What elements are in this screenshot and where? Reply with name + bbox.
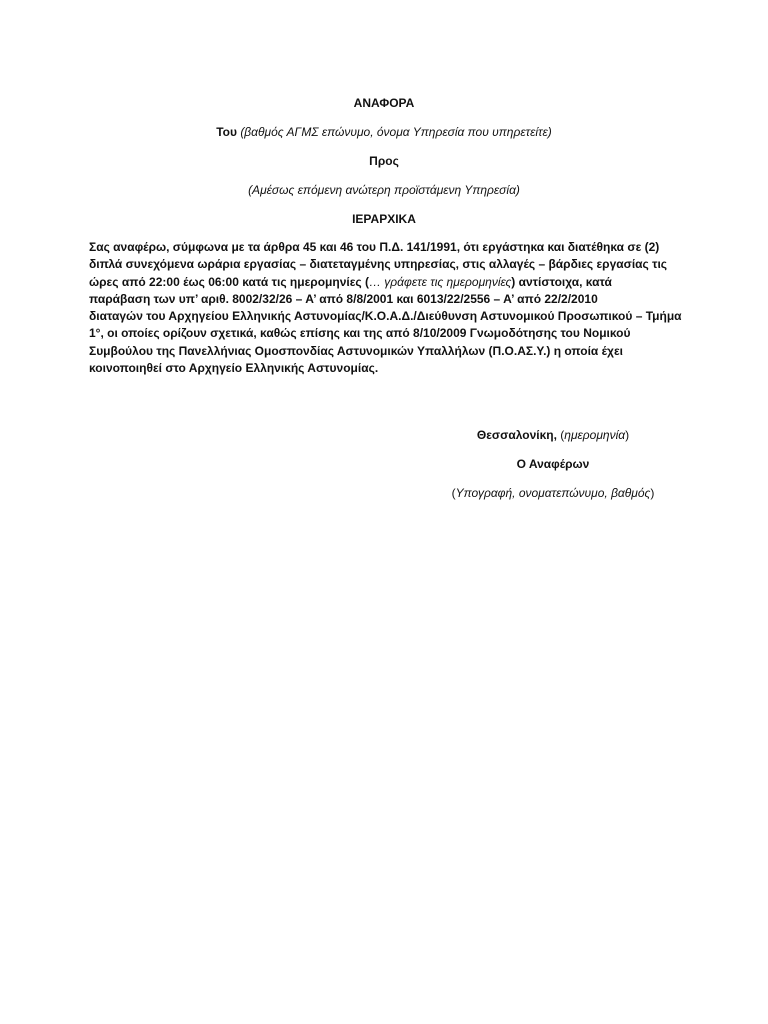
- from-label: Του: [216, 125, 237, 139]
- from-line: [0, 124, 768, 140]
- reporter-role: Ο Αναφέρων: [516, 457, 590, 471]
- signature-placeholder: Υπογραφή, ονοματεπώνυμο, βαθμός: [455, 486, 651, 500]
- to-label: Προς: [369, 154, 399, 168]
- signature-place-date: [403, 427, 703, 443]
- date-close: ): [625, 428, 630, 442]
- body-line: 1°, οι οποίες ορίζουν σχετικά, καθώς επίσης και της από 8/10/2009 Γνωμοδότησης του Νομικού: [89, 326, 631, 341]
- body-line: κοινοποιηθεί στο Αρχηγείο Ελληνικής Αστυνομίας.: [89, 361, 379, 376]
- from-detail: (βαθμός ΑΓΜΣ επώνυμο, όνομα Υπηρεσία που υπηρετείτε): [240, 125, 552, 139]
- sign-open: (: [451, 486, 456, 500]
- body-line: Σας αναφέρω, σύμφωνα με τα άρθρα 45 και 46 του Π.Δ. 141/1991, ότι εργάστηκα και διατέθηκα σε (2): [89, 240, 660, 254]
- body-line-part: ) αντίστοιχα, κατά: [511, 274, 612, 289]
- body-line: Συμβούλου της Πανελλήνιας Ομοσπονδίας Αστυνομικών Υπαλλήλων (Π.Ο.ΑΣ.Υ.) η οποία έχει: [89, 343, 623, 358]
- sign-close: ): [650, 486, 655, 500]
- date-placeholder: ημερομηνία: [564, 428, 626, 442]
- document-title: ΑΝΑΦΟΡΑ: [353, 96, 415, 110]
- body-line: παράβαση των υπ’ αριθ. 8002/32/26 – Α’ από 8/8/2001 και 6013/22/2556 – Α’ από 22/2/2010: [89, 291, 598, 306]
- to-detail: (Αμέσως επόμενη ανώτερη προϊστάμενη Υπηρεσία): [248, 183, 520, 197]
- body-line: [89, 274, 689, 291]
- body-line-part: ώρες από 22:00 έως 06:00 κατά τις ημερομηνίες (: [89, 274, 369, 289]
- body-line: διπλά συνεχόμενα ωράρια εργασίας – διατεταγμένης υπηρεσίας, στις αλλαγές – βάρδιες εργασίας τις: [89, 257, 668, 272]
- report-body: [89, 239, 689, 377]
- date-open: (: [556, 428, 565, 442]
- place: Θεσσαλονίκη,: [476, 428, 557, 442]
- dates-placeholder: … γράφετε τις ημερομηνίες: [368, 274, 512, 289]
- body-line: διαταγών του Αρχηγείου Ελληνικής Αστυνομίας/Κ.Ο.Α.Δ./Διεύθυνση Αστυνομικού Προσωπικού – Τμήμα: [89, 309, 682, 324]
- hierarchy-label: ΙΕΡΑΡΧΙΚΑ: [352, 212, 416, 226]
- signature-line: [403, 485, 703, 501]
